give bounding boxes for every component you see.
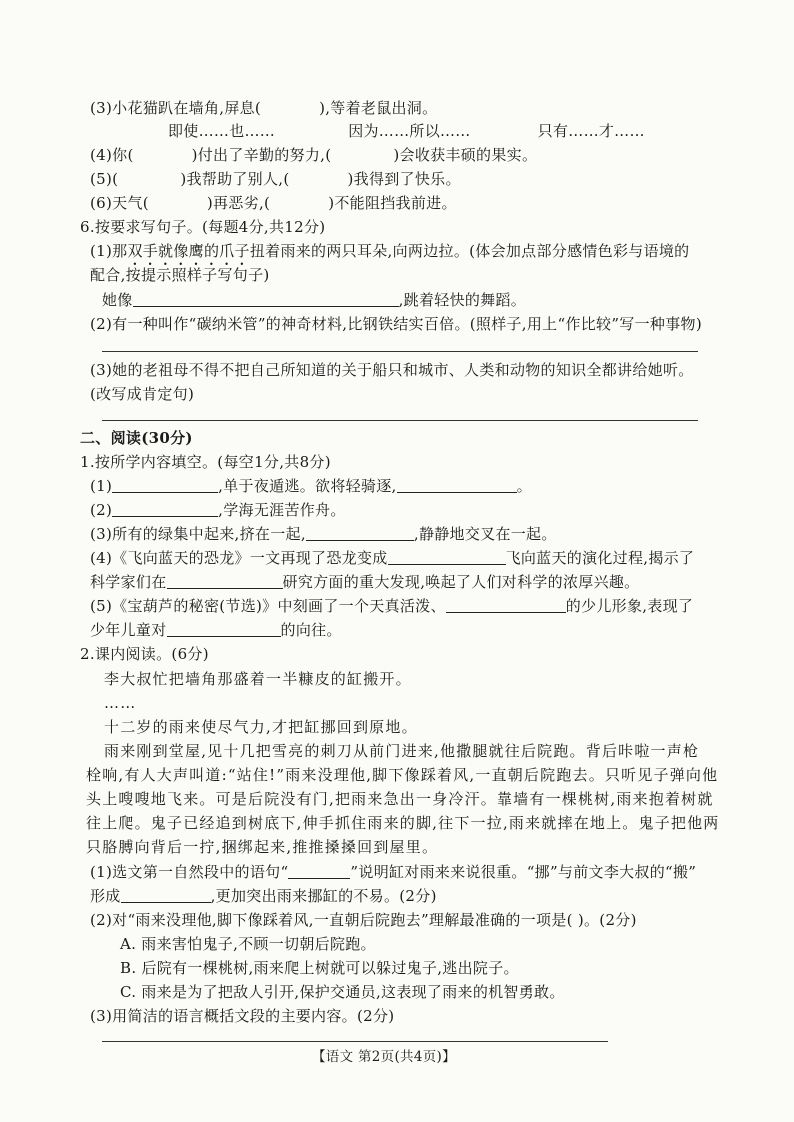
reading-q1-item-4: (4)《飞向蓝天的恐龙》一文再现了恐龙变成 飞向蓝天的演化过程,揭示了	[90, 549, 695, 567]
q5-item-6: (6)天气( )再恶劣,( )不能阻挡我前进。	[90, 194, 457, 212]
reading-q1-heading: 1.按所学内容填空。(每空1分,共8分)	[80, 453, 331, 471]
choice-b[interactable]: B. 后院有一棵桃树,雨来爬上树就可以躲过鬼子,逃出院子。	[120, 959, 519, 977]
q6-heading: 6.按要求写句子。(每题4分,共12分)	[80, 218, 326, 236]
answer-blank[interactable]	[446, 596, 566, 613]
answer-line[interactable]	[102, 351, 698, 352]
reading-q2-sub-2: (2)对“雨来没理他,脚下像踩着风,一直朝后院跑去”理解最准确的一项是( )。(2分)	[90, 911, 637, 929]
q5-item-4: (4)你( )付出了辛勤的努力,( )会收获丰硕的果实。	[90, 146, 538, 164]
q5-item-3: (3)小花猫趴在墙角,屏息( ),等着老鼠出洞。	[90, 99, 438, 117]
answer-blank[interactable]	[112, 500, 218, 517]
option-3: 只有……才……	[537, 122, 645, 140]
answer-blank[interactable]	[306, 524, 414, 541]
connective-options	[168, 121, 645, 141]
answer-blank[interactable]	[133, 290, 399, 307]
reading-q2-heading: 2.课内阅读。(6分)	[80, 645, 209, 663]
q6-item-1-cont: 配合,按提示照样子写句子)	[90, 266, 270, 284]
page-footer: 【语文 第2页(共4页)】	[312, 1049, 456, 1065]
choice-c[interactable]: C. 雨来是为了把敌人引开,保护交通员,这表现了雨来的机智勇敢。	[120, 983, 565, 1001]
passage-paragraph-3-line: 栓响,有人大声叫道:“站住!”雨来没理他,脚下像踩着风,一直朝后院跑去。只听见子弹向他	[86, 766, 719, 784]
answer-blank[interactable]	[288, 862, 350, 879]
q6-item-2: (2)有一种叫作“碳纳米管”的神奇材料,比钢铁结实百倍。(照样子,用上“作比较”写一种事物)	[90, 315, 702, 333]
passage-paragraph-3-line: 只胳膊向背后一拧,捆绑起来,推推搡搡回到屋里。	[86, 838, 439, 856]
passage-paragraph-3-line: 往上爬。鬼子已经追到树底下,伸手抓住雨来的脚,往下一拉,雨来就摔在地上。鬼子把他两	[86, 814, 720, 832]
q6-item-3-cont: (改写成肯定句)	[90, 385, 195, 403]
reading-q2-sub-3: (3)用简洁的语言概括文段的主要内容。(2分)	[90, 1007, 395, 1025]
emphasized-phrase: 双手就像鹰的爪子	[127, 242, 250, 260]
answer-blank[interactable]	[167, 572, 283, 589]
q6-item-1-answer: 她像 ,跳着轻快的舞蹈。	[102, 291, 527, 309]
reading-q2-sub-1-cont: 形成 ,更加突出雨来挪缸的不易。(2分)	[90, 887, 437, 905]
reading-q1-item-5-cont: 少年儿童对 的向往。	[90, 621, 342, 639]
option-1: 即使……也……	[168, 122, 276, 140]
answer-line[interactable]	[102, 1041, 608, 1042]
passage-paragraph-2: 十二岁的雨来使尽气力,才把缸挪回到原地。	[104, 718, 418, 736]
reading-q1-item-3: (3)所有的绿集中起来,挤在一起, ,静静地交叉在一起。	[90, 525, 557, 543]
passage-paragraph-1: 李大叔忙把墙角那盛着一半糠皮的缸搬开。	[104, 670, 412, 688]
option-2: 因为……所以……	[348, 122, 471, 140]
passage-ellipsis: ……	[104, 694, 137, 712]
passage-paragraph-3-line: 头上嗖嗖地飞来。可是后院没有门,把雨来急出一身冷汗。靠墙有一棵桃树,雨来抱着树就	[86, 790, 714, 808]
answer-blank[interactable]	[112, 476, 218, 493]
passage-paragraph-3-line: 雨来刚到堂屋,见十几把雪亮的刺刀从前门进来,他撒腿就往后院跑。背后咔啦一声枪	[104, 742, 700, 760]
q6-item-3: (3)她的老祖母不得不把自己所知道的关于船只和城市、人类和动物的知识全都讲给她听。	[90, 361, 694, 379]
answer-blank[interactable]	[397, 476, 517, 493]
section-2-heading: 二、阅读(30分)	[80, 429, 193, 447]
q6-item-1: (1)那双手就像鹰的爪子扭着雨来的两只耳朵,向两边拉。(体会加点部分感情色彩与语境的	[90, 242, 690, 260]
answer-line[interactable]	[102, 420, 698, 421]
reading-q1-item-2: (2) ,学海无涯苦作舟。	[90, 501, 346, 519]
answer-blank[interactable]	[167, 620, 281, 637]
reading-q1-item-4-cont: 科学家们在 研究方面的重大发现,唤起了人们对科学的浓厚兴趣。	[90, 573, 640, 591]
answer-blank[interactable]	[388, 548, 506, 565]
reading-q2-sub-1: (1)选文第一自然段中的语句“ ”说明缸对雨来来说很重。“挪”与前文李大叔的“搬”	[90, 863, 697, 881]
reading-q1-item-1: (1) ,单于夜遁逃。欲将轻骑逐, 。	[90, 477, 532, 495]
choice-a[interactable]: A. 雨来害怕鬼子,不顾一切朝后院跑。	[120, 935, 376, 953]
reading-q1-item-5: (5)《宝葫芦的秘密(节选)》中刻画了一个天真活泼、 的少儿形象,表现了	[90, 597, 694, 615]
answer-blank[interactable]	[121, 886, 211, 903]
q5-item-5: (5)( )我帮助了别人,( )我得到了快乐。	[90, 170, 461, 188]
